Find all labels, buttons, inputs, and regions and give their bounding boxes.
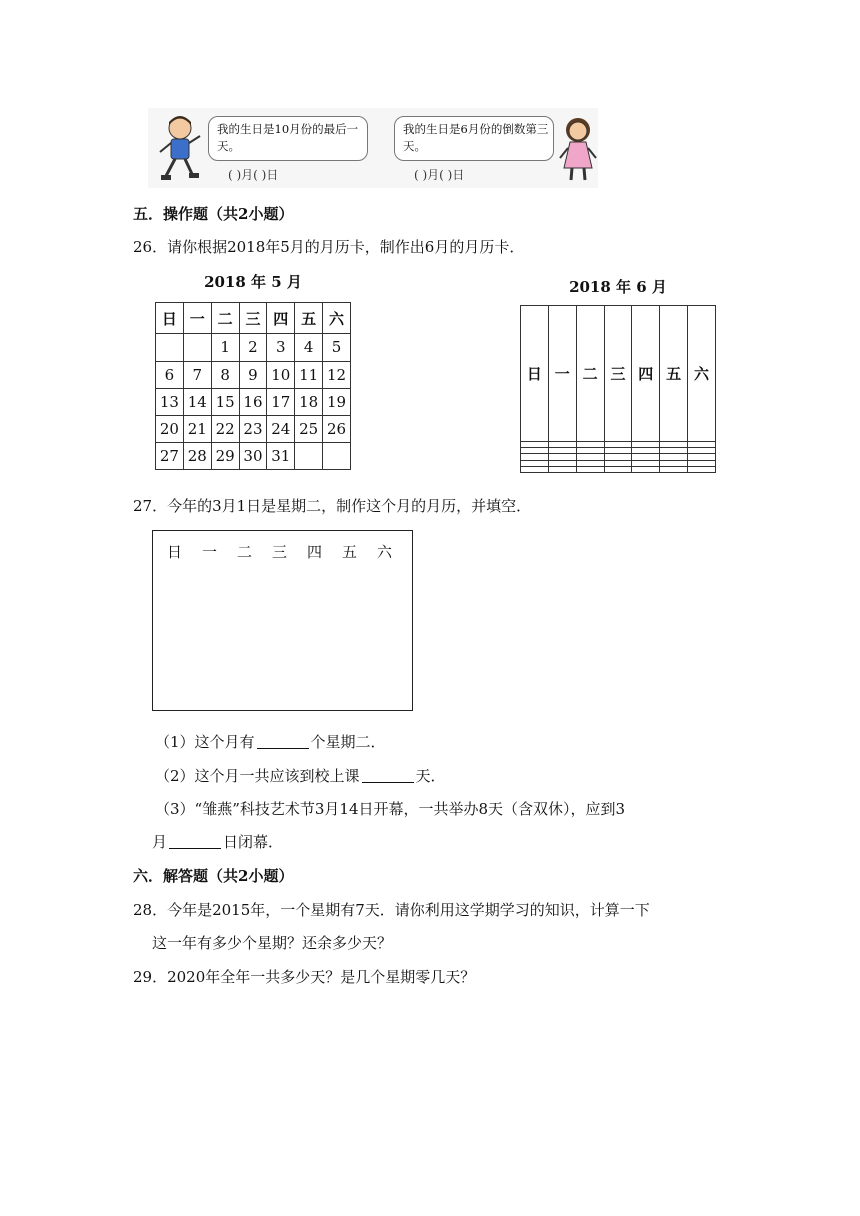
sub1-text-a: （1）这个月有 [155,733,255,751]
sub-question-3-line2 [152,831,283,853]
may-date-cell: 26 [323,415,351,442]
sub2-text-b: 天． [415,767,446,785]
may-calendar [155,302,351,470]
may-date-cell: 11 [295,361,323,388]
may-date-cell: 29 [211,442,239,469]
may-date-cell: 31 [267,442,295,469]
may-date-cell: 30 [239,442,267,469]
sub-question-1 [155,731,386,753]
may-date-cell: 18 [295,388,323,415]
question-28-line2: 这一年有多少个星期？还余多少天？ [152,934,393,952]
sub1-text-b: 个星期二． [310,733,386,751]
may-weekday-cell: 日 [156,303,184,334]
may-weekday-cell: 五 [295,303,323,334]
may-date-cell [323,442,351,469]
question-29: 29．2020年全年一共多少天？是几个星期零几天？ [133,968,476,986]
june-weekday-cell: 三 [604,306,632,442]
girl-answer-blanks: ( )月( )日 [414,168,465,182]
sub-question-2 [155,765,446,787]
may-date-cell: 25 [295,415,323,442]
march-weekday-label: 日 [167,543,183,561]
girl-speech-text: 我的生日是6月份的倒数第三天。 [403,122,549,153]
may-date-cell: 6 [156,361,184,388]
sub-question-3-line1: （3）“雏燕”科技艺术节3月14日开幕，一共举办8天（含双休），应到3 [155,800,626,818]
march-weekday-label: 一 [202,543,218,561]
girl-figure-icon [558,112,598,186]
june-calendar-title: 2018 年 6 月 [569,278,667,296]
may-date-cell [183,334,211,361]
may-date-cell: 3 [267,334,295,361]
may-date-cell: 1 [211,334,239,361]
june-weekday-cell: 四 [632,306,660,442]
may-date-cell [295,442,323,469]
section6-heading: 六．解答题（共2小题） [133,867,294,885]
may-date-cell [156,334,184,361]
june-calendar [520,305,716,473]
question-27: 27．今年的3月1日是星期二，制作这个月的月历，并填空． [133,497,532,515]
may-date-cell: 23 [239,415,267,442]
sub2-answer-blank[interactable] [362,766,414,783]
may-date-cell: 10 [267,361,295,388]
march-weekday-label: 二 [237,543,253,561]
may-date-cell: 4 [295,334,323,361]
may-date-cell: 14 [183,388,211,415]
birthday-illustration [148,108,598,188]
march-weekday-label: 四 [307,543,323,561]
june-date-cell[interactable] [604,466,632,472]
boy-figure-icon [156,112,204,186]
girl-speech-bubble [394,116,554,161]
june-date-cell[interactable] [548,466,576,472]
june-date-cell[interactable] [632,466,660,472]
section5-heading: 五．操作题（共2小题） [133,205,294,223]
june-date-cell[interactable] [660,466,688,472]
may-weekday-cell: 二 [211,303,239,334]
march-weekday-label: 六 [377,543,393,561]
may-date-cell: 8 [211,361,239,388]
may-date-cell: 9 [239,361,267,388]
may-date-cell: 19 [323,388,351,415]
march-calendar-box [152,530,413,711]
may-date-cell: 20 [156,415,184,442]
may-date-cell: 2 [239,334,267,361]
may-date-cell: 27 [156,442,184,469]
sub2-text-a: （2）这个月一共应该到校上课 [155,767,360,785]
question-28-line1: 28．今年是2015年，一个星期有7天．请你利用这学期学习的知识，计算一下 [133,901,650,919]
may-weekday-cell: 一 [183,303,211,334]
may-date-cell: 12 [323,361,351,388]
may-date-cell: 16 [239,388,267,415]
may-weekday-cell: 三 [239,303,267,334]
may-date-cell: 28 [183,442,211,469]
june-weekday-cell: 六 [688,306,716,442]
sub3-text-b: 日闭幕． [223,833,284,851]
may-date-cell: 21 [183,415,211,442]
sub3-answer-blank[interactable] [169,832,221,849]
may-date-cell: 24 [267,415,295,442]
boy-answer-blanks: ( )月( )日 [228,168,279,182]
march-weekday-label: 三 [272,543,288,561]
june-weekday-cell: 日 [521,306,549,442]
june-weekday-cell: 二 [576,306,604,442]
sub3-text-a: 月 [152,833,168,851]
june-date-cell[interactable] [576,466,604,472]
may-date-cell: 7 [183,361,211,388]
june-weekday-cell: 一 [548,306,576,442]
sub1-answer-blank[interactable] [257,732,309,749]
boy-speech-text: 我的生日是10月份的最后一天。 [217,122,359,153]
question-26: 26．请你根据2018年5月的月历卡，制作出6月的月历卡． [133,238,525,256]
may-date-cell: 13 [156,388,184,415]
may-date-cell: 15 [211,388,239,415]
june-date-cell[interactable] [688,466,716,472]
may-date-cell: 5 [323,334,351,361]
june-date-cell[interactable] [521,466,549,472]
boy-speech-bubble [208,116,368,161]
may-date-cell: 22 [211,415,239,442]
may-weekday-cell: 四 [267,303,295,334]
may-date-cell: 17 [267,388,295,415]
may-calendar-title: 2018 年 5 月 [204,273,302,291]
may-weekday-cell: 六 [323,303,351,334]
march-weekday-label: 五 [342,543,358,561]
june-weekday-cell: 五 [660,306,688,442]
march-weekday-header [167,541,412,562]
